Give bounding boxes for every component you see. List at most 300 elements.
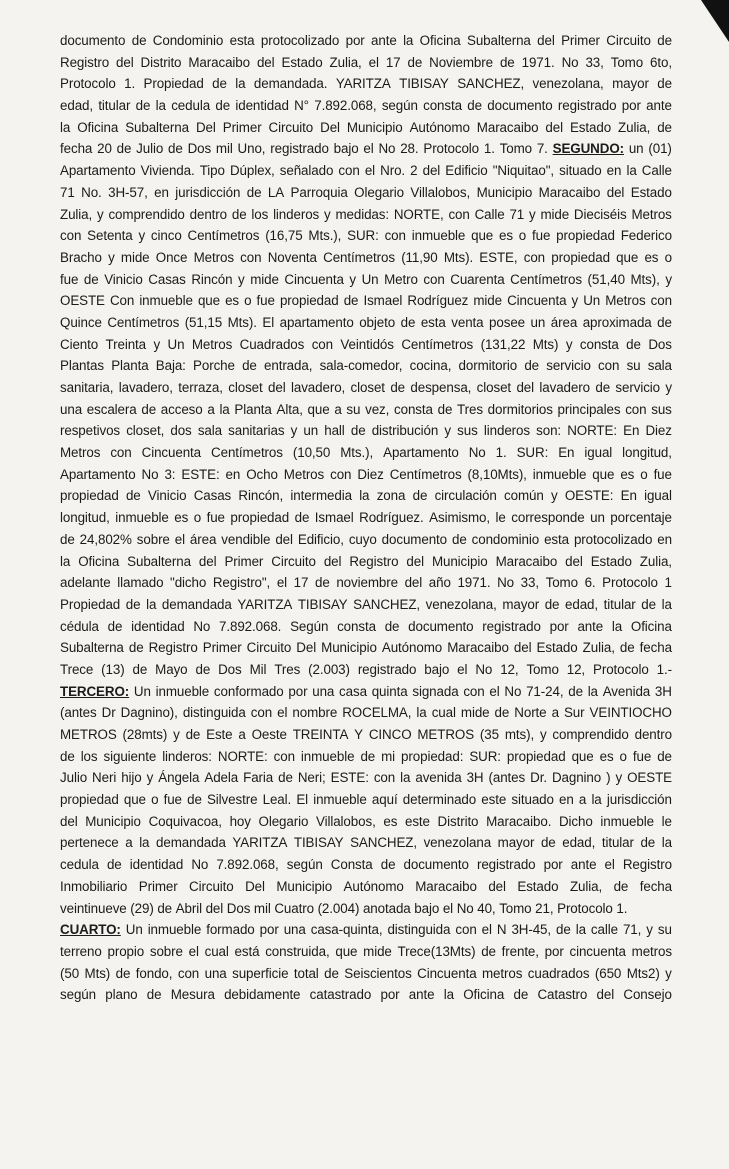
document-line: [60, 572, 672, 594]
word: (35: [479, 727, 499, 742]
word: inmueble: [300, 748, 355, 764]
word: por: [380, 987, 400, 1003]
word: En: [620, 488, 637, 504]
word: y: [153, 336, 161, 352]
word: común: [504, 488, 544, 504]
word: Parroquia: [290, 184, 348, 200]
word: la: [661, 596, 672, 612]
word: una: [204, 965, 227, 981]
word: porcentaje: [610, 510, 672, 526]
word: de: [115, 965, 131, 981]
word: consta: [579, 336, 619, 352]
word: Cincuenta: [141, 445, 202, 461]
word: (29): [130, 900, 154, 916]
word: Primer: [224, 553, 264, 569]
document-line: [60, 724, 672, 746]
word: (10,50: [292, 445, 331, 461]
word: protocolizado: [573, 531, 653, 547]
word: área: [189, 531, 217, 547]
word: el: [457, 661, 468, 677]
word: esta: [420, 314, 446, 330]
word: que: [471, 228, 494, 244]
word: del: [422, 163, 441, 179]
word: Cincuenta: [507, 293, 567, 309]
word: de: [231, 206, 247, 222]
word: y: [146, 770, 154, 786]
word: fecha: [639, 640, 672, 656]
word: Maracaibo: [447, 640, 509, 656]
word: No: [468, 445, 486, 461]
word: demandada.: [253, 76, 328, 92]
word: de: [513, 987, 529, 1003]
word: el: [363, 141, 374, 157]
word: y: [173, 727, 180, 742]
word: Autónomo: [409, 119, 470, 135]
word: TIBISAY: [297, 596, 348, 612]
word: El: [296, 792, 309, 808]
document-line: [60, 659, 672, 681]
word: Rodríguez: [407, 293, 469, 309]
word: con: [60, 228, 82, 244]
word: sobre: [149, 943, 183, 959]
word: 1.-: [656, 661, 672, 677]
word: mide: [473, 293, 502, 309]
word: de: [613, 878, 629, 894]
word: el: [604, 857, 615, 873]
word: de: [657, 314, 672, 330]
document-line: [60, 290, 672, 312]
word: venezolana,: [425, 596, 497, 612]
word: vez,: [365, 401, 390, 417]
word: SUR:: [469, 748, 501, 764]
word: del: [545, 119, 563, 135]
word: que: [307, 401, 330, 417]
word: la: [403, 33, 414, 48]
word: Municipio: [431, 553, 488, 569]
word: 7.892.068,: [314, 98, 377, 114]
word: cedula: [60, 857, 99, 873]
word: 33,: [585, 54, 604, 70]
word: Municipio: [476, 184, 533, 200]
word: jurisdicción: [606, 792, 672, 808]
document-line: [60, 941, 672, 963]
word: propiedad: [230, 510, 290, 526]
word: SUR:: [347, 228, 379, 244]
word: del: [268, 380, 286, 395]
word: igual: [644, 488, 672, 504]
word: "Niquitao",: [492, 163, 554, 179]
word: Municipio: [321, 640, 377, 656]
word: Registro: [349, 553, 399, 569]
word: el: [277, 705, 288, 721]
word: del: [198, 553, 217, 569]
word: de: [135, 98, 151, 114]
word: documento: [487, 98, 553, 114]
word: Subalterna: [467, 33, 531, 48]
word: la: [235, 76, 246, 92]
word: Este: [206, 727, 233, 742]
word: Zulia,: [582, 640, 615, 656]
word: Mts),: [630, 271, 660, 287]
word: Dos: [226, 900, 251, 916]
word: Del: [195, 119, 216, 135]
word: año: [428, 575, 451, 591]
word: ante: [570, 857, 597, 873]
word: Un: [583, 293, 601, 309]
document-line: [60, 420, 672, 442]
word: Zulia,: [60, 206, 93, 222]
word: titular: [601, 835, 634, 851]
word: 6to,: [650, 54, 672, 70]
document-line: [60, 204, 672, 226]
word: con: [177, 965, 200, 981]
word: (50: [60, 965, 80, 981]
word: hall: [324, 423, 345, 439]
word: 1.: [483, 141, 495, 157]
word: con: [598, 358, 620, 374]
document-line: [60, 269, 672, 291]
word: No: [191, 857, 209, 873]
word: inmueble: [147, 922, 202, 938]
word: según: [381, 98, 418, 114]
word: la: [587, 683, 598, 699]
word: es: [174, 510, 189, 526]
word: de: [499, 54, 515, 70]
word: de: [540, 835, 556, 851]
word: a: [238, 727, 246, 742]
word: según: [60, 987, 96, 1003]
word: los: [80, 748, 98, 764]
word: del: [323, 553, 342, 569]
word: catastrado: [309, 987, 372, 1003]
word: ante: [371, 33, 397, 48]
word: Trece: [60, 661, 94, 677]
word: Zulia,: [329, 54, 362, 70]
word: a: [551, 705, 559, 721]
word: Estado: [517, 878, 559, 894]
document-line: [60, 746, 672, 768]
word: de: [657, 748, 672, 764]
word: quinta: [371, 683, 408, 699]
word: Subalterna: [60, 640, 124, 656]
word: documento: [408, 618, 474, 634]
word: No: [456, 900, 474, 916]
word: 1.: [124, 76, 136, 92]
document-line: [60, 117, 672, 139]
word: y: [290, 423, 298, 439]
word: de: [412, 488, 428, 504]
word: el: [276, 575, 288, 591]
word: 71,: [622, 922, 642, 938]
word: y: [138, 228, 146, 244]
word: ESTE:: [330, 770, 369, 786]
word: Primer: [202, 640, 242, 656]
word: mide: [363, 943, 392, 959]
word: No: [193, 618, 211, 634]
word: linderos: [273, 206, 320, 222]
word: del: [406, 553, 424, 569]
word: distinguida: [387, 922, 451, 938]
word: del: [488, 878, 506, 894]
word: Un: [167, 336, 185, 352]
word: mide: [250, 271, 279, 287]
word: ESTE:: [181, 466, 220, 482]
word: (8,10Mts),: [467, 466, 527, 482]
word: registrado: [270, 141, 329, 157]
word: Registro: [60, 54, 110, 70]
word: vendible: [221, 531, 271, 547]
word: Mts.),: [340, 445, 374, 461]
word: del: [516, 380, 535, 395]
word: del: [565, 553, 583, 569]
word: Maracaibo: [476, 119, 539, 135]
word: objeto: [359, 314, 396, 330]
word: edad,: [565, 596, 599, 612]
word: plano: [105, 987, 138, 1003]
word: inmueble: [115, 510, 169, 526]
word: N°: [294, 98, 309, 114]
word: superficie: [232, 965, 289, 981]
word: Tipo: [199, 163, 225, 179]
word: inmueble: [411, 228, 466, 244]
word: Tomo: [545, 575, 578, 591]
word: distribución: [371, 423, 439, 439]
word: Un: [125, 922, 143, 938]
word: lavadero,: [290, 380, 346, 395]
word: sobre: [136, 531, 170, 547]
word: que: [335, 943, 358, 959]
word: 7.892.068,: [216, 857, 279, 873]
word: Protocolo: [593, 661, 649, 677]
word: bajo: [333, 141, 359, 157]
word: inmueble: [139, 293, 193, 309]
document-line: [60, 832, 672, 854]
word: y: [665, 380, 672, 395]
word: dormitorio: [458, 358, 518, 374]
word: Sur: [563, 705, 585, 721]
word: los: [251, 206, 269, 222]
document-line: [60, 876, 672, 898]
word: Estado: [630, 184, 672, 200]
word: Estado: [590, 553, 632, 569]
word: 3H: [654, 683, 672, 699]
word: medidas:: [335, 206, 389, 222]
word: principales: [557, 401, 621, 417]
word: Tomo: [526, 661, 559, 677]
word: la: [359, 488, 370, 504]
word: veintinueve: [60, 900, 127, 916]
word: de: [657, 33, 672, 48]
word: Mil: [249, 661, 267, 677]
word: o: [244, 293, 252, 309]
word: Municipio: [85, 813, 141, 829]
word: SANCHEZ,: [350, 835, 417, 851]
word: Condominio: [152, 33, 224, 48]
word: que: [616, 249, 639, 265]
word: cédula: [60, 618, 99, 634]
document-line: [60, 247, 672, 269]
word: y: [665, 965, 672, 981]
word: En: [558, 445, 575, 461]
word: propiedad: [60, 792, 119, 808]
word: venezolana,: [532, 76, 604, 92]
word: de: [568, 683, 583, 699]
word: Según: [290, 618, 329, 634]
document-line: [60, 702, 672, 724]
word: Villalobos,: [316, 813, 376, 829]
word: longitud,: [60, 510, 110, 526]
word: la: [139, 835, 150, 851]
word: Oficina: [630, 618, 672, 634]
document-line: [60, 919, 672, 941]
word: inmueble: [155, 683, 210, 699]
word: Neri: [92, 770, 117, 786]
document-line: [60, 442, 672, 464]
word: fue: [163, 792, 182, 808]
word: SANCHEZ,: [353, 596, 421, 612]
word: de: [242, 358, 257, 374]
word: VEINTIOCHO: [589, 705, 672, 721]
word: demandada: [156, 835, 226, 851]
word: total: [293, 965, 319, 981]
word: fecha: [639, 878, 672, 894]
word: le: [495, 510, 506, 526]
word: en: [225, 466, 241, 482]
word: sala: [647, 358, 672, 374]
word: entrada,: [264, 358, 313, 374]
word: dentro: [189, 206, 227, 222]
word: de: [106, 857, 122, 873]
word: debidamente: [224, 987, 301, 1003]
word: Villalobos,: [410, 184, 471, 200]
word: despensa,: [410, 380, 472, 395]
word: Dagnino),: [120, 705, 178, 721]
word: (51,40: [587, 271, 625, 287]
word: de: [246, 184, 262, 200]
word: con: [330, 466, 352, 482]
word: el: [489, 683, 500, 699]
document-line: [60, 529, 672, 551]
word: o: [151, 792, 159, 808]
document-line: [60, 30, 672, 52]
word: de: [141, 401, 157, 417]
word: 3:: [164, 466, 176, 482]
word: titular: [98, 98, 131, 114]
word: es: [644, 249, 659, 265]
word: y: [571, 293, 579, 309]
word: Distrito: [437, 813, 479, 829]
word: METROS: [417, 727, 475, 742]
document-line: [60, 681, 672, 703]
word: Consta: [330, 857, 373, 873]
word: por: [549, 618, 569, 634]
word: del: [606, 184, 625, 200]
word: de: [595, 380, 611, 395]
document-line: [60, 789, 672, 811]
word: Dos: [187, 141, 212, 157]
word: con: [423, 271, 445, 287]
word: Uno,: [237, 141, 266, 157]
word: de: [384, 618, 400, 634]
word: de: [467, 98, 482, 114]
word: por: [288, 683, 308, 699]
document-line: [60, 399, 672, 421]
word: Metros: [283, 466, 325, 482]
word: de: [657, 76, 672, 92]
word: YARITZA: [335, 76, 391, 92]
word: Leal.: [262, 792, 292, 808]
word: 17: [293, 575, 309, 591]
word: No: [378, 141, 396, 157]
word: de: [657, 119, 672, 135]
word: Estado: [281, 54, 323, 70]
word: de: [494, 705, 510, 721]
word: Avenida: [602, 683, 651, 699]
word: el: [188, 943, 199, 959]
word: Edificio,: [297, 531, 344, 547]
document-line: [60, 854, 672, 876]
word: Primer: [561, 33, 600, 48]
word: de: [451, 531, 467, 547]
word: la: [661, 835, 672, 851]
word: de: [400, 314, 416, 330]
word: Subalterna: [125, 119, 189, 135]
word: Mesura: [170, 987, 215, 1003]
word: y: [108, 249, 115, 265]
word: Rincón: [191, 271, 233, 287]
document-line: [60, 225, 672, 247]
word: No: [561, 54, 579, 70]
document-line: [60, 767, 672, 789]
word: consta: [394, 401, 433, 417]
document-line: [60, 334, 672, 356]
word: OESTE: [627, 770, 672, 786]
word: este: [481, 792, 507, 808]
word: jurisdicción: [175, 184, 241, 200]
word: mayor: [502, 596, 540, 612]
word: del: [275, 531, 293, 547]
word: propio: [107, 943, 145, 959]
word: Centímetros: [187, 228, 260, 244]
word: ): [606, 770, 611, 786]
word: es: [620, 466, 635, 482]
word: Apartamento: [60, 163, 136, 179]
word: Consejo: [623, 987, 672, 1003]
word: mayor: [612, 76, 649, 92]
word: comprendido: [552, 727, 629, 742]
word: Cuatro: [274, 900, 314, 916]
word: su: [346, 401, 361, 417]
word: Y: [354, 727, 363, 742]
word: Dr.: [530, 770, 547, 786]
word: o: [193, 510, 202, 526]
word: Porche: [193, 358, 235, 374]
word: Centímetros: [107, 314, 180, 330]
document-line: [60, 551, 672, 573]
word: mide: [120, 249, 150, 265]
word: Mts): [532, 336, 559, 352]
word: 7.892.068.: [219, 618, 282, 634]
word: conformado: [213, 683, 284, 699]
word: está: [234, 943, 260, 959]
word: y: [615, 770, 623, 786]
word: (antes: [488, 770, 526, 786]
word: 12,: [566, 661, 586, 677]
word: Mts).: [227, 314, 257, 330]
word: Mts).: [443, 249, 474, 265]
document-line: [60, 464, 672, 486]
word: NORTE:: [217, 748, 268, 764]
